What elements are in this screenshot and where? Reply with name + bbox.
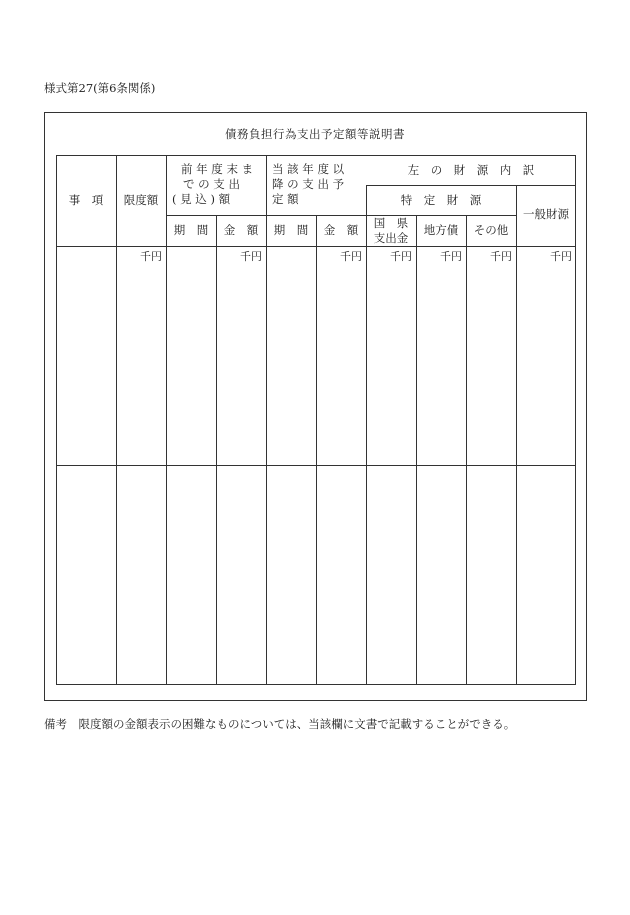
header-item: 事 項 <box>68 193 104 207</box>
header-after-year-3: 定 額 <box>272 192 299 206</box>
header-limit: 限度額 <box>123 193 159 207</box>
header-after-year-2: 降 の 支 出 予 <box>272 177 345 191</box>
unit-limit: 千円 <box>140 250 162 263</box>
unit-amount-2: 千円 <box>340 250 362 263</box>
header-prev-year-2: で の 支 出 <box>183 177 240 191</box>
document-title: 債務負担行為支出予定額等説明書 <box>225 127 405 141</box>
unit-amount-1: 千円 <box>240 250 262 263</box>
form-number: 様式第27(第6条関係) <box>44 81 156 95</box>
header-local-bond: 地方債 <box>423 223 459 237</box>
unit-general: 千円 <box>550 250 572 263</box>
header-national-1: 国 県 <box>373 216 409 230</box>
header-amount-2: 金 額 <box>323 223 359 237</box>
header-period-1: 期 間 <box>173 223 209 237</box>
unit-other: 千円 <box>490 250 512 263</box>
header-after-year-1: 当 該 年 度 以 <box>272 162 345 176</box>
header-period-2: 期 間 <box>273 223 309 237</box>
header-prev-year-1: 前 年 度 末 ま <box>181 162 254 176</box>
header-specific: 特 定 財 源 <box>400 193 482 207</box>
header-amount-1: 金 額 <box>223 223 259 237</box>
remarks-note: 備考 限度額の金額表示の困難なものについては、当該欄に文書で記載することができる。 <box>44 717 516 731</box>
header-other: その他 <box>473 223 509 237</box>
header-breakdown: 左 の 財 源 内 訳 <box>407 163 535 177</box>
header-national-2: 支出金 <box>373 231 409 245</box>
budget-table <box>56 155 576 685</box>
unit-local-bond: 千円 <box>440 250 462 263</box>
header-prev-year-3: ( 見 込 ) 額 <box>172 192 231 206</box>
header-general: 一般財源 <box>523 207 569 221</box>
unit-national: 千円 <box>390 250 412 263</box>
